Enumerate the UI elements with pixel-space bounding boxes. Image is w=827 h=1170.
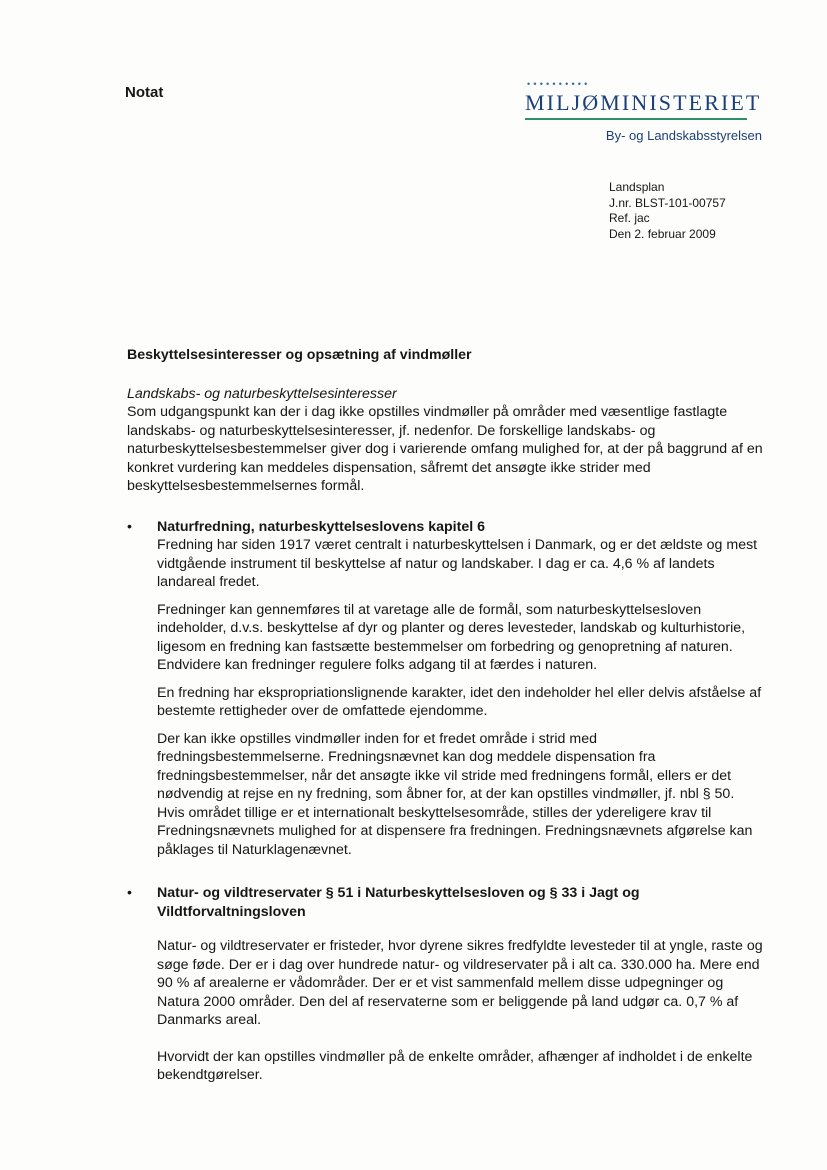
- document-body: [127, 346, 763, 1103]
- agency-name: By- og Landskabsstyrelsen: [605, 128, 762, 143]
- document-type-label: Notat: [125, 84, 164, 101]
- meta-journal-number: J.nr. BLST-101-00757: [609, 195, 726, 210]
- logo-wordmark: MILJØMINISTERIET: [525, 90, 762, 115]
- meta-department: Landsplan: [609, 180, 665, 194]
- meta-date: Den 2. februar 2009: [609, 226, 716, 241]
- bullet-heading: Natur- og vildtreservater § 51 i Naturbeskyttelsesloven og § 33 i Jagt og Vildtforvaltningsloven: [157, 885, 640, 920]
- intro-paragraph: Som udgangspunkt kan der i dag ikke opstilles vindmøller på områder med væsentlige fastlagte landskabs- og naturbeskyttelsesinteresser, jf. nedenfor. De forskellige landskabs- og naturbeskyttelsesbestemmelser giver dog i varierende omfang mulighed for, at der på baggrund af en konkret vurdering kan meddeles dispensation, såfremt det ansøgte ikke strider med beskyttelsesbestemmelsernes formål.: [127, 404, 763, 494]
- paragraph: Fredninger kan gennemføres til at varetage alle de formål, som naturbeskyttelsesloven indeholder, d.v.s. beskyttelse af dyr og planter og deres levesteder, landskab og kulturhistorie, ligesom en fredning kan fastsætte bestemmelser om forbedring og genopretning af naturen. Endvidere kan fredninger regulere folks adgang til at færdes i naturen.: [157, 601, 746, 673]
- logo-dots: ••••••••••: [527, 79, 591, 89]
- section-subheading: Landskabs- og naturbeskyttelsesinteresser: [127, 385, 397, 402]
- bullet-marker: •: [127, 518, 132, 535]
- bullet-section-reservater: [127, 884, 763, 1085]
- paragraph: Natur- og vildtreservater er fristeder, hvor dyrene sikres fredfyldte levesteder til at yngle, raste og søge føde. Der er i dag over hundrede natur- og vildreservater på i alt ca. 330.000 ha. Mere end 90 % af arealerne er vådområder. Der er et vist sammenfald mellem disse udpegninger og Natura 2000 områder. Den del af reservaterne som er beliggende på land udgør ca. 0,7 % af Danmarks areal.: [157, 938, 763, 1028]
- paragraph: Fredning har siden 1917 været centralt i naturbeskyttelsen i Danmark, og er det ældste og mest vidtgående instrument til beskyttelse af natur og landskaber. I dag er ca. 4,6 % af landets landareal fredet.: [157, 537, 758, 590]
- paragraph: En fredning har ekspropriationslignende karakter, idet den indeholder hel eller delvis afståelse af bestemte rettigheder over de omfattede ejendomme.: [157, 684, 762, 719]
- paragraph: Hvorvidt der kan opstilles vindmøller på de enkelte områder, afhænger af indholdet i de enkelte bekendtgørelser.: [157, 1048, 753, 1083]
- bullet-marker: •: [127, 885, 132, 901]
- meta-reference: Ref. jac: [609, 211, 650, 225]
- logo-underline: [525, 118, 747, 120]
- section-spacer: [127, 868, 763, 884]
- bullet-section-naturfredning: [127, 518, 763, 860]
- bullet-heading: Naturfredning, naturbeskyttelseslovens kapitel 6: [157, 518, 485, 535]
- reference-block: [609, 180, 726, 242]
- paragraph: Der kan ikke opstilles vindmøller inden for et fredet område i strid med fredningsbestemmelserne. Fredningsnævnet kan dog meddele dispensation fra fredningsbestemmelser, når det ansøgte ikke vil stride med fredningens formål, ellers er det nødvendig at rejse en ny fredning, som åbner for, at der kan opstilles vindmøller, jf. nbl § 50. Hvis området tillige er et internationalt beskyttelsesområde, stilles der ydereligere krav til Fredningsnævnets mulighed for at dispensere fra fredningen. Fredningsnævnets afgørelse kan påklages til Naturklagenævnet.: [157, 730, 753, 858]
- document-title: Beskyttelsesinteresser og opsætning af vindmøller: [127, 347, 472, 363]
